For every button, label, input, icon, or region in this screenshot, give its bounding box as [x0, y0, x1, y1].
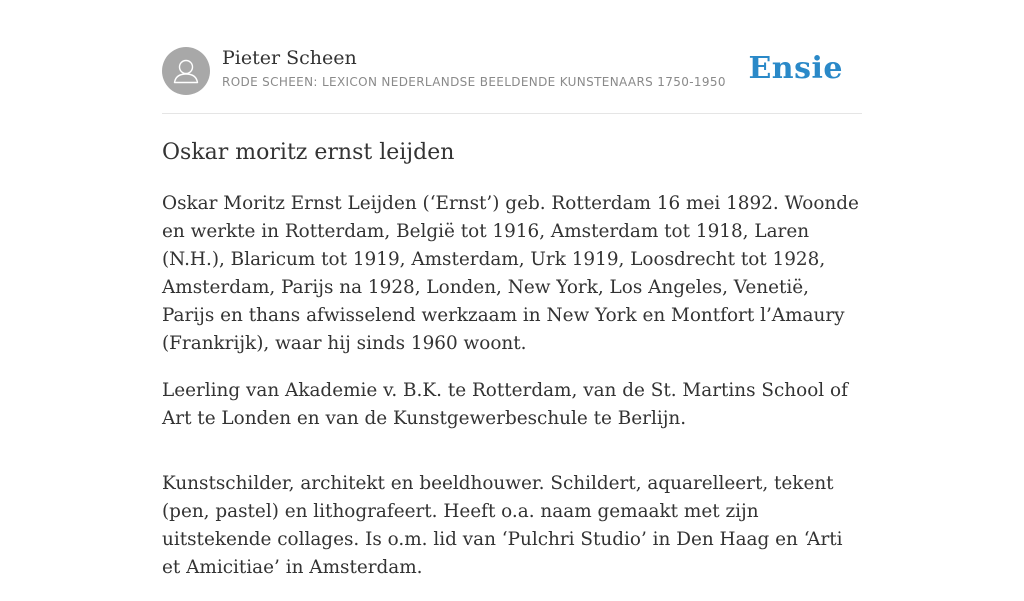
user-avatar-icon: [162, 47, 210, 95]
paragraph-education: Leerling van Akademie v. B.K. te Rotterdam, van de St. Martins School of Art te Londen en van de Kunstgewerbeschule te Berlijn.: [162, 380, 848, 429]
page-title: Oskar moritz ernst leijden: [162, 140, 455, 165]
source-label[interactable]: RODE SCHEEN: LEXICON NEDERLANDSE BEELDENDE KUNSTENAARS 1750-1950: [222, 75, 726, 89]
author-name[interactable]: Pieter Scheen: [222, 47, 357, 69]
page-container: [162, 0, 862, 578]
paragraph-work: Kunstschilder, architekt en beeldhouwer. Schildert, aquarelleert, tekent (pen, pastel) en lithografeert. Heeft o.a. naam gemaakt met zijn uitstekende collages. Is o.m. lid van ‘Pulchri Studio’ in Den Haag en ‘Arti et Amicitiae’ in Amsterdam.: [162, 473, 843, 578]
author-avatar[interactable]: [162, 47, 210, 95]
ensie-logo[interactable]: Ensie: [748, 51, 843, 86]
article-header: [162, 0, 862, 114]
paragraph-biography: Oskar Moritz Ernst Leijden (‘Ernst’) geb. Rotterdam 16 mei 1892. Woonde en werkte in Rotterdam, België tot 1916, Amsterdam tot 1918, Laren (N.H.), Blaricum tot 1919, Amsterdam, Urk 1919, Loosdrecht tot 1928, Amsterdam, Parijs na 1928, Londen, New York, Los Angeles, Venetië, Parijs en thans afwisselend werkzaam in New York en Montfort l’Amaury (Frankrijk), waar hij sinds 1960 woont.: [162, 193, 859, 354]
article-body: [162, 190, 864, 601]
